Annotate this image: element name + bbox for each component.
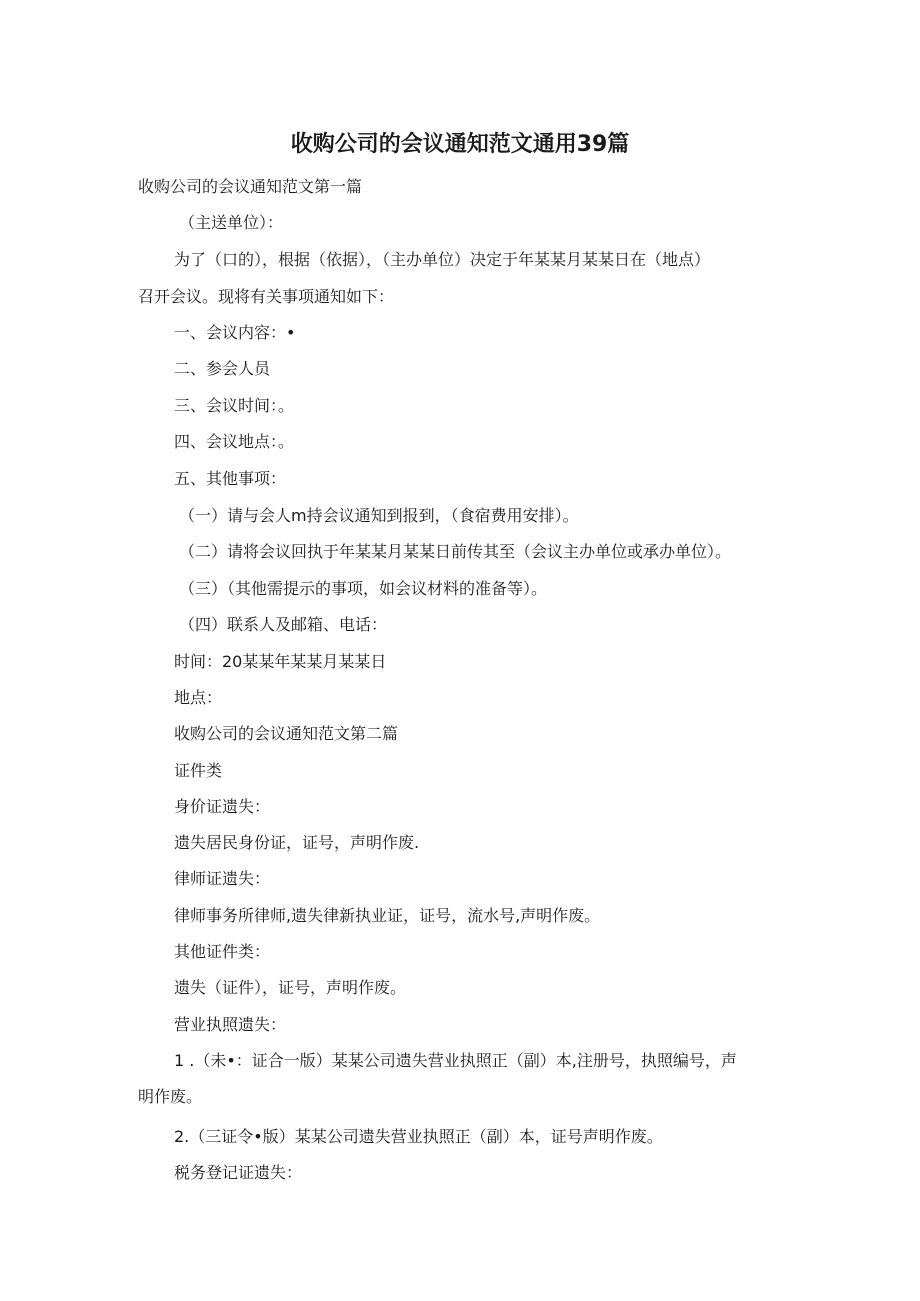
paragraph-line: 营业执照遗失：: [174, 1015, 287, 1034]
numbered-item: 1 .（未•：证合一版）某某公司遗失营业执照正（副）本,注册号，执照编号，声: [174, 1051, 737, 1070]
paragraph-line: 身价证遗失：: [174, 797, 271, 816]
location-line: 地点：: [174, 688, 223, 707]
sub-item: （二）请将会议回执于年某某月某某日前传其至（会议主办单位或承办单位）。: [179, 542, 732, 561]
paragraph-line: 其他证件类：: [174, 942, 271, 961]
numbered-item: 2.（三证令•版）某某公司遗失营业执照正（副）本，证号声明作废。: [174, 1127, 663, 1146]
paragraph-line: 证件类: [174, 761, 223, 780]
paragraph-line: 律师事务所律师,遗失律新执业证，证号，流水号,声明作废。: [174, 906, 601, 925]
list-item: 五、其他事项：: [174, 469, 287, 488]
section-heading-1: 收购公司的会议通知范文第一篇: [138, 177, 363, 196]
paragraph-line: 律师证遗失：: [174, 869, 271, 888]
list-item: 二、参会人员: [174, 359, 271, 378]
list-item: 三、会议时间：。: [174, 396, 295, 415]
list-item: 一、会议内容：•: [174, 323, 296, 342]
addressee-line: （主送单位）：: [179, 213, 284, 232]
paragraph-line: 召开会议。现将有关事项通知如下：: [138, 287, 395, 306]
sub-item: （一）请与会人m持会议通知到报到，（食宿费用安排）。: [179, 506, 579, 525]
paragraph-line: 遗失居民身份证，证号，声明作废.: [174, 833, 420, 852]
paragraph-line: 税务登记证遗失：: [174, 1163, 303, 1182]
paragraph-line: 遗失（证件），证号，声明作废。: [174, 978, 407, 997]
paragraph-line: 为了（口的），根据（依据），（主办单位）决定于年某某月某某日在（地点）: [174, 250, 711, 269]
time-line: 时间：20某某年某某月某某日: [174, 652, 387, 671]
section-heading-2: 收购公司的会议通知范文第二篇: [174, 724, 399, 743]
sub-item: （三）（其他需提示的事项，如会议材料的准备等）。: [179, 579, 548, 598]
numbered-item-continued: 明作废。: [138, 1087, 203, 1106]
list-item: 四、会议地点：。: [174, 432, 295, 451]
document-title: 收购公司的会议通知范文通用39篇: [290, 132, 630, 157]
sub-item: （四）联系人及邮箱、电话：: [179, 615, 388, 634]
